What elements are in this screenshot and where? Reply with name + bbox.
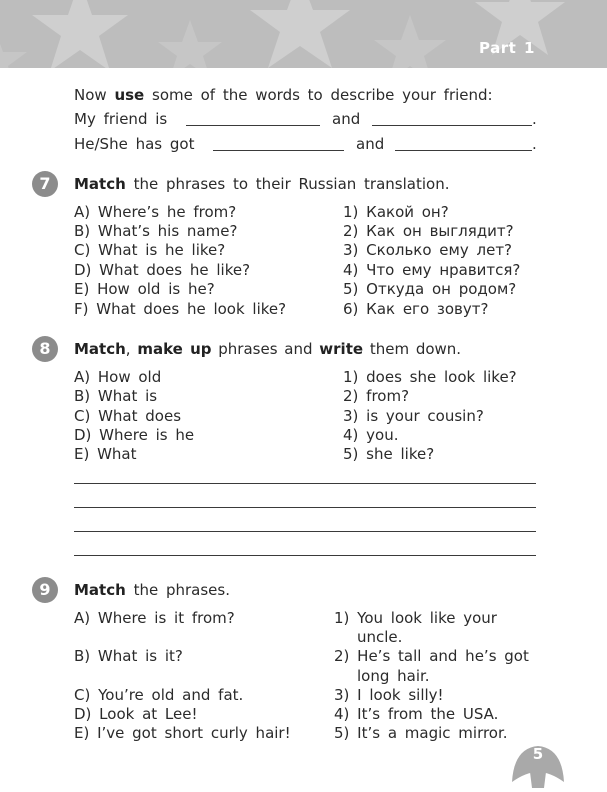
ex7-right-item: 6) Как его зовут? (343, 300, 489, 318)
intro-instruction (74, 86, 493, 104)
ex7-right-item: 3) Сколько ему лет? (343, 241, 513, 259)
ex8-left-item: E) What (74, 445, 137, 463)
ex7-left-item: C) What is he like? (74, 241, 226, 259)
instruction-bold: Match (74, 581, 126, 599)
ex9-left-item: A) Where is it from? (74, 609, 235, 627)
intro-line-hasgot-label: He/She has got (74, 135, 195, 153)
ex8-right-item: 5) she like? (343, 445, 435, 463)
ex8-left-item: A) How old (74, 368, 162, 386)
ex8-left-item: C) What does (74, 407, 182, 425)
answer-blank[interactable] (372, 125, 532, 126)
exercise-8-instruction (74, 340, 461, 358)
instruction-bold: Match (74, 340, 126, 358)
exercise-number-7: 7 (32, 171, 58, 197)
answer-blank[interactable] (213, 150, 344, 151)
ex9-left-item: E) I’ve got short curly hair! (74, 724, 291, 742)
page-header (0, 0, 607, 68)
intro-bold-word: use (114, 86, 145, 104)
intro-text: Now (74, 86, 107, 104)
instruction-text: them down. (369, 340, 462, 358)
instruction-text: the phrases. (133, 581, 230, 599)
part-label: Part 1 (479, 39, 535, 57)
ex7-right-item: 5) Откуда он родом? (343, 280, 517, 298)
ex7-right-item: 4) Что ему нравится? (343, 261, 521, 279)
intro-and-label: and (332, 110, 361, 128)
ex7-left-item: B) What’s his name? (74, 222, 238, 240)
instruction-text: the phrases to their Russian translation. (133, 175, 450, 193)
ex8-right-item: 1) does she look like? (343, 368, 517, 386)
ex8-right-item: 4) you. (343, 426, 399, 444)
ex7-left-item: A) Where’s he from? (74, 203, 237, 221)
ex9-right-item: 1) You look like your (334, 609, 497, 627)
instruction-text: , (125, 340, 131, 358)
answer-blank[interactable] (186, 125, 320, 126)
exercise-number-9: 9 (32, 577, 58, 603)
ex7-right-item: 2) Как он выглядит? (343, 222, 514, 240)
period: . (532, 110, 537, 128)
ex9-left-item: B) What is it? (74, 647, 183, 665)
period: . (532, 135, 537, 153)
ex7-left-item: F) What does he look like? (74, 300, 287, 318)
writing-line[interactable] (74, 483, 536, 484)
instruction-bold: write (319, 340, 364, 358)
answer-blank[interactable] (395, 150, 532, 151)
ex8-right-item: 2) from? (343, 387, 410, 405)
writing-line[interactable] (74, 507, 536, 508)
ex9-right-item: 2) He’s tall and he’s got (334, 647, 529, 665)
intro-text: some of the words to describe your friend: (152, 86, 493, 104)
instruction-bold: Match (74, 175, 126, 193)
writing-line[interactable] (74, 555, 536, 556)
intro-and-label: and (356, 135, 385, 153)
instruction-text: phrases and (218, 340, 313, 358)
ex7-left-item: D) What does he like? (74, 261, 251, 279)
exercise-7-instruction (74, 175, 449, 193)
ex7-left-item: E) How old is he? (74, 280, 215, 298)
ex9-left-item: C) You’re old and fat. (74, 686, 244, 704)
ex8-left-item: B) What is (74, 387, 158, 405)
star-pattern-decoration (0, 0, 607, 68)
ex7-right-item: 1) Какой он? (343, 203, 449, 221)
ex9-right-item: 4) It’s from the USA. (334, 705, 499, 723)
ex8-right-item: 3) is your cousin? (343, 407, 484, 425)
exercise-number-8: 8 (32, 336, 58, 362)
ex9-right-item-continued: uncle. (357, 628, 403, 646)
page-number: 5 (532, 745, 544, 763)
ex9-left-item: D) Look at Lee! (74, 705, 198, 723)
ex8-left-item: D) Where is he (74, 426, 195, 444)
ex9-right-item-continued: long hair. (357, 667, 430, 685)
exercise-9-instruction (74, 581, 230, 599)
ex9-right-item: 3) I look silly! (334, 686, 444, 704)
ex9-right-item: 5) It’s a magic mirror. (334, 724, 508, 742)
instruction-bold: make up (137, 340, 212, 358)
intro-line-friend-label: My friend is (74, 110, 168, 128)
writing-line[interactable] (74, 531, 536, 532)
